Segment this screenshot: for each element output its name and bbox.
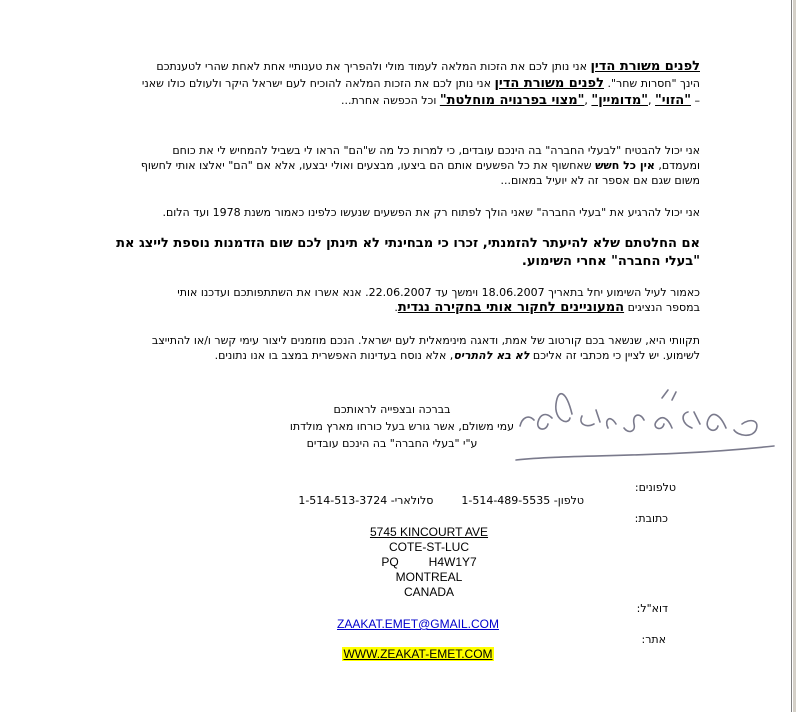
highlight-phrase: לפנים משורת הדין xyxy=(494,76,604,91)
text: , xyxy=(584,94,592,107)
phones-label: טלפונים: xyxy=(634,481,676,494)
text: אני נותן לכם את הזכות המלאה להוכיח לעם ישראל היקר ולעולם כולו שאני xyxy=(141,77,495,90)
email-link[interactable]: ZAAKAT.EMET@GMAIL.COM xyxy=(337,617,499,631)
address-line: PQ H4W1Y7 xyxy=(381,555,477,569)
quoted-term: "מדומיין" xyxy=(591,93,649,108)
address-block xyxy=(326,525,532,600)
text: אני יכול להבטיח "לבעלי החברה" בה הינכם עובדים, כי למרות כל מה ש"הם" הראו לי בשביל להמחיש לי את כוחם xyxy=(172,144,700,157)
text: במספר הנציגים xyxy=(624,301,700,314)
signature-underline xyxy=(516,446,774,460)
bold-phrase: אין כל חשש xyxy=(595,159,655,172)
phone-numbers xyxy=(284,494,584,507)
cell-number: סלולארי- 1-514-513-3724 xyxy=(298,494,434,507)
paragraph-2 xyxy=(94,143,700,188)
text: – xyxy=(691,94,700,107)
site-row xyxy=(300,647,536,661)
closing-line: ע"י "בעלי החברה" בה הינכם עובדים xyxy=(306,437,478,450)
site-label: אתר: xyxy=(641,633,666,646)
paragraph-4 xyxy=(94,235,700,271)
paragraph-3: אני יכול להרגיע את "בעלי החברה" שאני הולך לפתוח רק את הפשעים שנעשו כלפינו כאמור משנת 1978 ועד הלום. xyxy=(162,206,700,219)
text: הינך "חסרות שחר". xyxy=(603,77,700,90)
text: שאחשוף את כל הפשעים אותם הם ביצעו, מבצעים ואולי יבצעו, אלא אם "הם" יאלצו אותי לחשוף xyxy=(140,159,596,172)
closing-block xyxy=(270,401,514,452)
quoted-term: "מצוי בפרנויה מוחלטת" xyxy=(439,93,585,108)
paragraph-5 xyxy=(94,285,700,315)
highlight-phrase: המעוניינים לחקור אותי בחקירה נגדית xyxy=(397,300,625,315)
page-edge xyxy=(791,0,792,712)
address-line: 5745 KINCOURT AVE xyxy=(369,525,489,539)
signature-image xyxy=(512,384,780,464)
text: וכל הכפשה אחרת... xyxy=(340,94,440,107)
website-link[interactable]: WWW.ZEAKAT-EMET.COM xyxy=(343,647,493,661)
text: "בעלי החברה" אחרי השימוע. xyxy=(521,254,700,269)
email-label: דוא"ל: xyxy=(636,602,668,615)
text: , xyxy=(648,94,656,107)
address-label: כתובת: xyxy=(634,512,668,525)
closing-signer: עמי משולם, אשר גורש בעל כורחו מארץ מולדתו xyxy=(289,420,514,433)
bold-phrase: לא בא להתריס xyxy=(453,349,530,362)
email-row xyxy=(300,617,536,631)
text: משום שגם אם אספר זה לא יועיל במאום... xyxy=(500,174,700,187)
address-line: COTE-ST-LUC xyxy=(388,540,469,554)
text: לשימוע. יש לציין כי מכתבי זה אליכם xyxy=(529,349,700,362)
text: אני נותן לכם את הזכות המלאה לעמוד מולי ולהפריך את טענותיי אחת לאחת שהרי לטענתכם xyxy=(156,60,591,73)
text: ומעמדם, xyxy=(654,159,700,172)
text: כאמור לעיל השימוע יחל בתאריך 18.06.2007 וימשך עד 22.06.2007. אנא אשרו את השתתפותכם ועדכנו אותי xyxy=(177,286,700,299)
text: אם החלטתם שלא להיעתר להזמנתי, זכרו כי מבחינתי לא תינתן לכם שום הזדמנות נוספת לייצג את xyxy=(116,236,700,251)
address-line: CANADA xyxy=(403,585,454,599)
closing-greeting: בברכה ובצפייה לראותכם xyxy=(333,403,451,416)
highlight-phrase: לפנים משורת הדין xyxy=(590,59,700,74)
paragraph-6 xyxy=(94,333,700,363)
paragraph-1 xyxy=(94,58,700,109)
text: תקוותי היא, שנשאר בכם קורטוב של אמת, ודאגה מינימאלית לעם ישראל. הנכם מוזמנים ליצור עימי קשר ו/או להתייצב xyxy=(151,334,700,347)
address-line: MONTREAL xyxy=(395,570,463,584)
text: . xyxy=(394,301,398,314)
quoted-term: "הזוי" xyxy=(655,93,691,108)
phone-number: טלפון- 1-514-489-5535 xyxy=(461,494,584,507)
text: , אלא נוסח בעדינות האפשרית במצב בו אנו נתונים. xyxy=(214,349,454,362)
